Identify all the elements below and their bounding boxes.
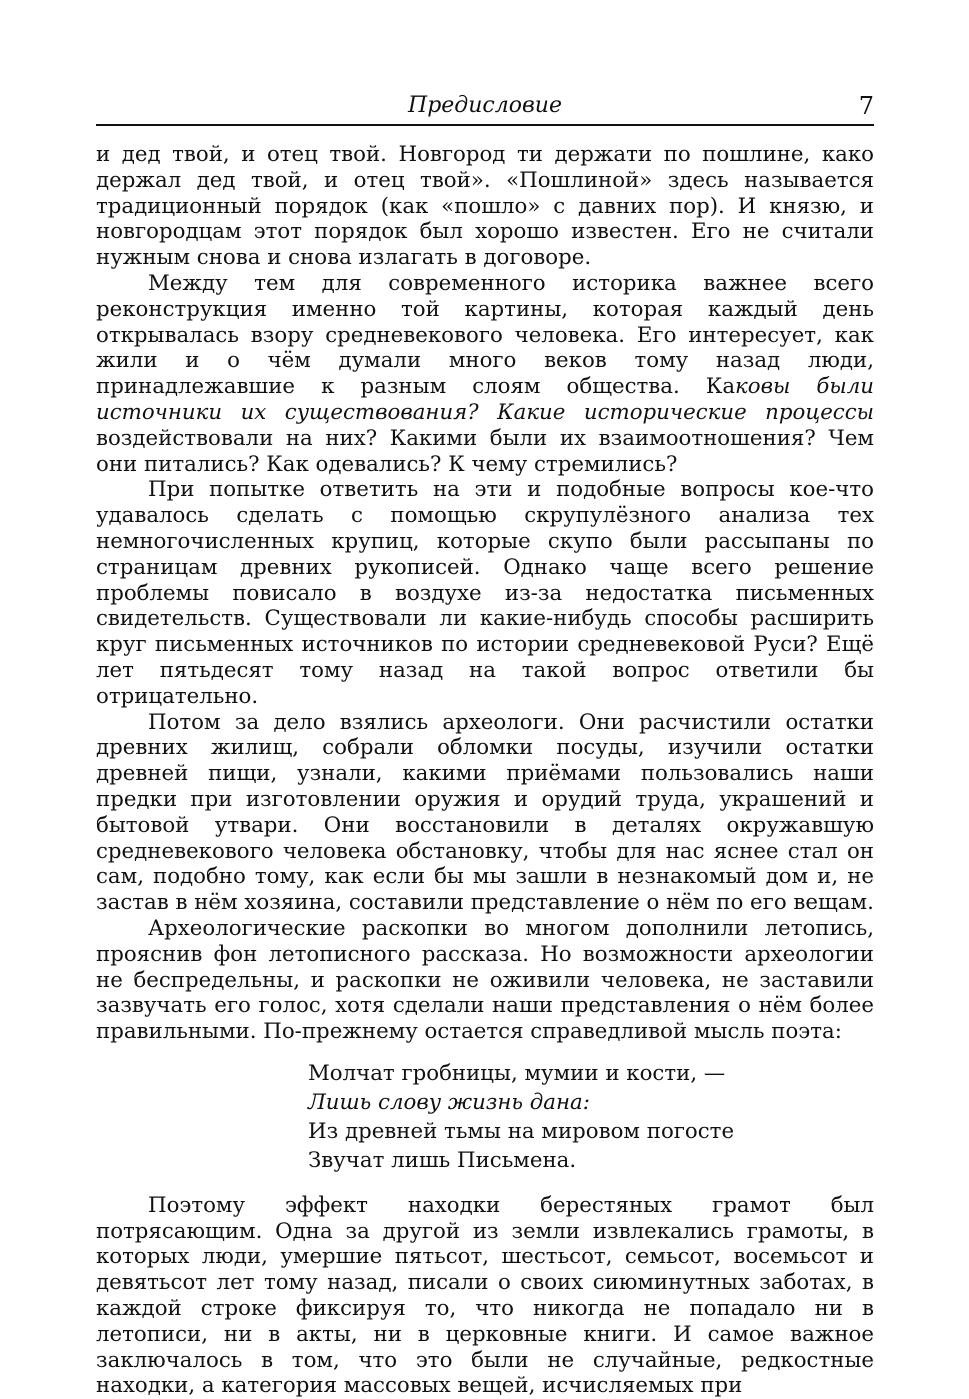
paragraph-3: При попытке ответить на эти и подобные вопросы кое-что удавалось сделать с помощью скрупулёзного анализа тех немногочисленных крупиц, которые скупо были рассыпаны по страницам древних рукописей. Однако чаще всего решение проблемы повисало в воздухе из-за недостатка письменных свидетельств. Существовали ли какие-нибудь способы расширить круг письменных источников по истории средневековой Руси? Ещё лет пятьдесят тому назад на такой вопрос ответили бы отрицательно.: [96, 477, 874, 709]
page-header: [96, 92, 874, 126]
paragraph-2: [96, 271, 874, 477]
text-body: [96, 142, 874, 1399]
poem-line: Молчат гробницы, мумии и кости, —: [308, 1060, 726, 1086]
paragraph-5: Археологические раскопки во многом дополнили летопись, прояснив фон летописного рассказа. Но возможности археологии не беспредельны, и раскопки не оживили человека, не заставили зазвучать его голос, хотя сделали наши представления о нём более правильными. По-прежнему остается справедливой мысль поэта:: [96, 915, 874, 1045]
poem-quote: [308, 1059, 874, 1175]
paragraph-2-text-c: воздействовали на них? Какими были их взаимоотношения? Чем они питались? Как одевались? К чему стремились?: [96, 425, 874, 477]
paragraph-4: Потом за дело взялись археологи. Они расчистили остатки древних жилищ, собрали обломки посуды, изучили остатки древней пищи, узнали, какими приёмами пользовались наши предки при изготовлении оружия и орудий труда, украшений и бытовой утвари. Они восстановили в деталях окружавшую средневекового человека обстановку, чтобы для нас яснее стал он сам, подобно тому, как если бы мы зашли в незнакомый дом и, не застав в нём хозяина, составили представление о нём по его вещам.: [96, 709, 874, 916]
paragraph-2-italic: ковы были источники их существования? Какие исторические процессы: [96, 374, 875, 425]
paragraph-6: Поэтому эффект находки берестяных грамот был потрясающим. Одна за другой из земли извлекались грамоты, в которых люди, умершие пятьсот, шестьсот, семьсот, восемьсот и девятьсот лет тому назад, писали о своих сиюминутных заботах, в каждой строке фиксируя то, что никогда не попадало ни в летописи, ни в акты, ни в церковные книги. И самое важное заключалось в том, что это были не случайные, редкостные находки, а категория массовых вещей, исчисляемых при: [96, 1192, 874, 1399]
running-title: Предисловие: [408, 93, 562, 118]
paragraph-1: и дед твой, и отец твой. Новгород ти держати по пошлине, како держал дед твой, и отец твой». «Пошлиной» здесь называется традиционный порядок (как «пошло» с давних пор). И князю, и новгородцам этот порядок был хорошо известен. Его не считали нужным снова и снова излагать в договоре.: [96, 142, 874, 271]
poem-line: Звучат лишь Письмена.: [308, 1147, 577, 1173]
paragraph-2-text-a: Между тем для современного историка важнее всего реконструкция именно той картины, которая каждый день открывалась взору средневекового человека. Его интересует, как жили и о чём думали много веков тому назад люди, принадлежавшие к разным слоям общества. Ка: [96, 270, 874, 400]
poem-line: Лишь слову жизнь дана:: [308, 1089, 590, 1115]
poem-line: Из древней тьмы на мировом погосте: [308, 1118, 735, 1144]
page-number: 7: [858, 92, 874, 120]
